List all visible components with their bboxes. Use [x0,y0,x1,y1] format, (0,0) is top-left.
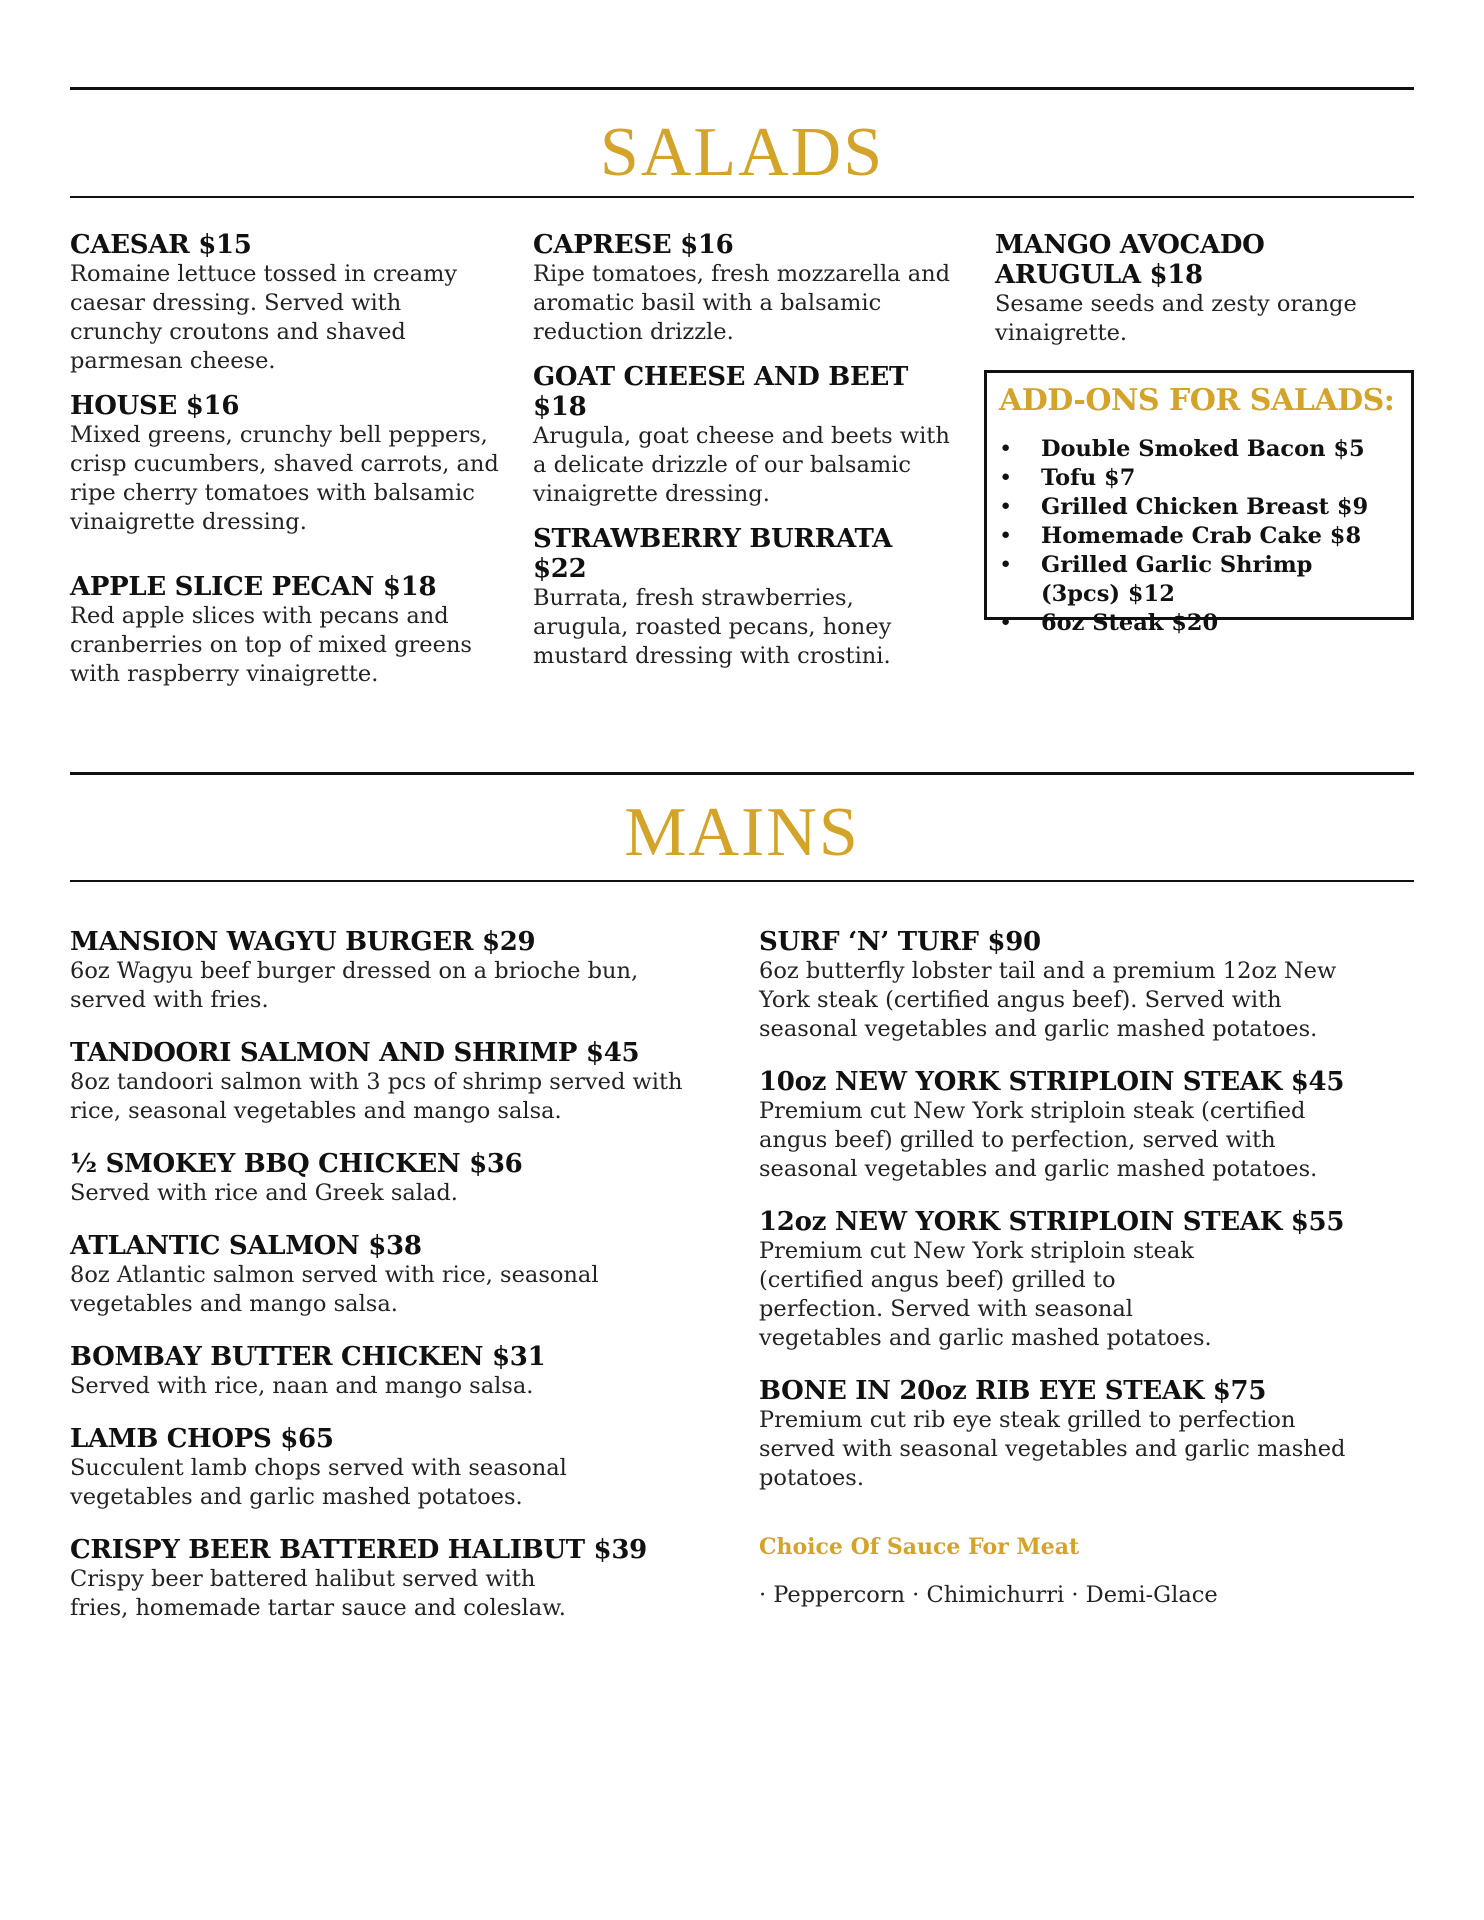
item-name: SURF ‘N’ TURF $90 [759,927,1041,957]
salads-column-1 [70,230,500,689]
addon-label: Grilled Chicken Breast $9 [1041,494,1369,520]
mains-top-rule [70,772,1414,775]
item-name: LAMB CHOPS $65 [70,1424,334,1454]
item-name: BOMBAY BUTTER CHICKEN $31 [70,1342,546,1372]
item-name: CAPRESE $16 [533,230,734,260]
menu-item [70,391,500,537]
menu-item [533,524,953,671]
addon-item [999,464,1399,493]
item-description: Served with rice and Greek salad. [70,1180,458,1206]
menu-item [70,230,500,376]
menu-item [70,1149,710,1208]
addon-label: Homemade Crab Cake $8 [1041,523,1362,549]
menu-item [995,230,1395,348]
bullet-icon: • [999,494,1013,520]
item-name: MANGO AVOCADO ARUGULA $18 [995,230,1265,290]
item-description: 6oz butterfly lobster tail and a premium 12oz New York steak (certified angus beef). Served with seasonal vegetables and garlic mashed potatoes. [759,958,1337,1042]
menu-item [533,362,953,509]
menu-item [70,1424,710,1512]
item-description: Romaine lettuce tossed in creamy caesar dressing. Served with crunchy croutons and shaved parmesan cheese. [70,261,458,374]
menu-item [70,927,710,1015]
item-description: Mixed greens, crunchy bell peppers, crisp cucumbers, shaved carrots, and ripe cherry tomatoes with balsamic vinaigrette dressing. [70,422,499,535]
addon-label: Double Smoked Bacon $5 [1041,436,1365,462]
addons-title: ADD-ONS FOR SALADS: [999,383,1395,418]
menu-item [533,230,953,347]
mains-column-2 [759,927,1399,1610]
item-name: GOAT CHEESE AND BEET $18 [533,362,909,422]
bullet-icon: • [999,552,1013,578]
mains-bottom-rule [70,880,1414,882]
addon-label: 6oz Steak $20 [1041,610,1219,636]
bullet-icon: • [999,436,1013,462]
item-name: APPLE SLICE PECAN $18 [70,572,437,602]
item-name: ½ SMOKEY BBQ CHICKEN $36 [70,1149,523,1179]
salads-title: SALADS [599,114,885,191]
item-description: Served with rice, naan and mango salsa. [70,1373,534,1399]
item-description: Premium cut New York striploin steak (certified angus beef) grilled to perfection. Served with seasonal vegetables and garlic mashed potatoes. [759,1238,1212,1351]
item-name: ATLANTIC SALMON $38 [70,1231,422,1261]
item-name: STRAWBERRY BURRATA $22 [533,524,892,584]
menu-item [759,927,1399,1044]
addon-label: Grilled Garlic Shrimp (3pcs) $12 [1041,552,1313,607]
item-description: Crispy beer battered halibut served with fries, homemade tartar sauce and coleslaw. [70,1566,566,1621]
item-name: 12oz NEW YORK STRIPLOIN STEAK $55 [759,1207,1345,1237]
bullet-icon: • [999,610,1013,636]
item-description: Premium cut New York striploin steak (certified angus beef) grilled to perfection, served with seasonal vegetables and garlic mashed potatoes. [759,1098,1318,1182]
item-description: Ripe tomatoes, fresh mozzarella and aromatic basil with a balsamic reduction drizzle. [533,261,951,345]
salads-column-3 [995,230,1395,348]
salads-column-2 [533,230,953,671]
item-name: MANSION WAGYU BURGER $29 [70,927,536,957]
menu-item [759,1376,1399,1493]
item-name: HOUSE $16 [70,391,240,421]
menu-item [70,1231,710,1319]
menu-item [70,1535,710,1623]
bullet-icon: • [999,465,1013,491]
salads-top-rule [70,87,1414,90]
addon-item [999,435,1399,464]
sauce-section [759,1533,1399,1610]
menu-item [70,572,500,689]
item-description: 6oz Wagyu beef burger dressed on a brioche bun, served with fries. [70,958,639,1013]
item-description: Sesame seeds and zesty orange vinaigrette. [995,291,1357,346]
item-description: Succulent lamb chops served with seasonal vegetables and garlic mashed potatoes. [70,1455,567,1510]
addon-item [999,493,1399,522]
item-name: 10oz NEW YORK STRIPLOIN STEAK $45 [759,1067,1345,1097]
menu-item [759,1207,1399,1353]
menu-item [70,1342,710,1401]
sauce-title: Choice Of Sauce For Meat [759,1534,1080,1560]
item-name: TANDOORI SALMON AND SHRIMP $45 [70,1038,640,1068]
salads-bottom-rule [70,196,1414,198]
item-name: CAESAR $15 [70,230,252,260]
item-description: Burrata, fresh strawberries, arugula, roasted pecans, honey mustard dressing with crostini. [533,585,892,669]
addon-label: Tofu $7 [1041,465,1136,491]
menu-item [759,1067,1399,1184]
item-description: Red apple slices with pecans and cranberries on top of mixed greens with raspberry vinaigrette. [70,603,472,687]
addon-item [999,522,1399,551]
sauce-options: · Peppercorn · Chimichurri · Demi-Glace [759,1582,1218,1608]
item-description: Premium cut rib eye steak grilled to perfection served with seasonal vegetables and garlic mashed potatoes. [759,1407,1346,1491]
item-name: BONE IN 20oz RIB EYE STEAK $75 [759,1376,1267,1406]
addon-item [999,551,1399,609]
salad-addons-box [984,370,1414,636]
item-description: Arugula, goat cheese and beets with a delicate drizzle of our balsamic vinaigrette dressing. [533,423,950,507]
item-name: CRISPY BEER BATTERED HALIBUT $39 [70,1535,647,1565]
bullet-icon: • [999,523,1013,549]
addons-list [999,435,1399,638]
item-description: 8oz Atlantic salmon served with rice, seasonal vegetables and mango salsa. [70,1262,599,1317]
item-description: 8oz tandoori salmon with 3 pcs of shrimp served with rice, seasonal vegetables and mango salsa. [70,1069,683,1124]
mains-title: MAINS [624,794,860,871]
addon-item [999,609,1399,638]
mains-column-1 [70,927,710,1623]
menu-item [70,1038,710,1126]
